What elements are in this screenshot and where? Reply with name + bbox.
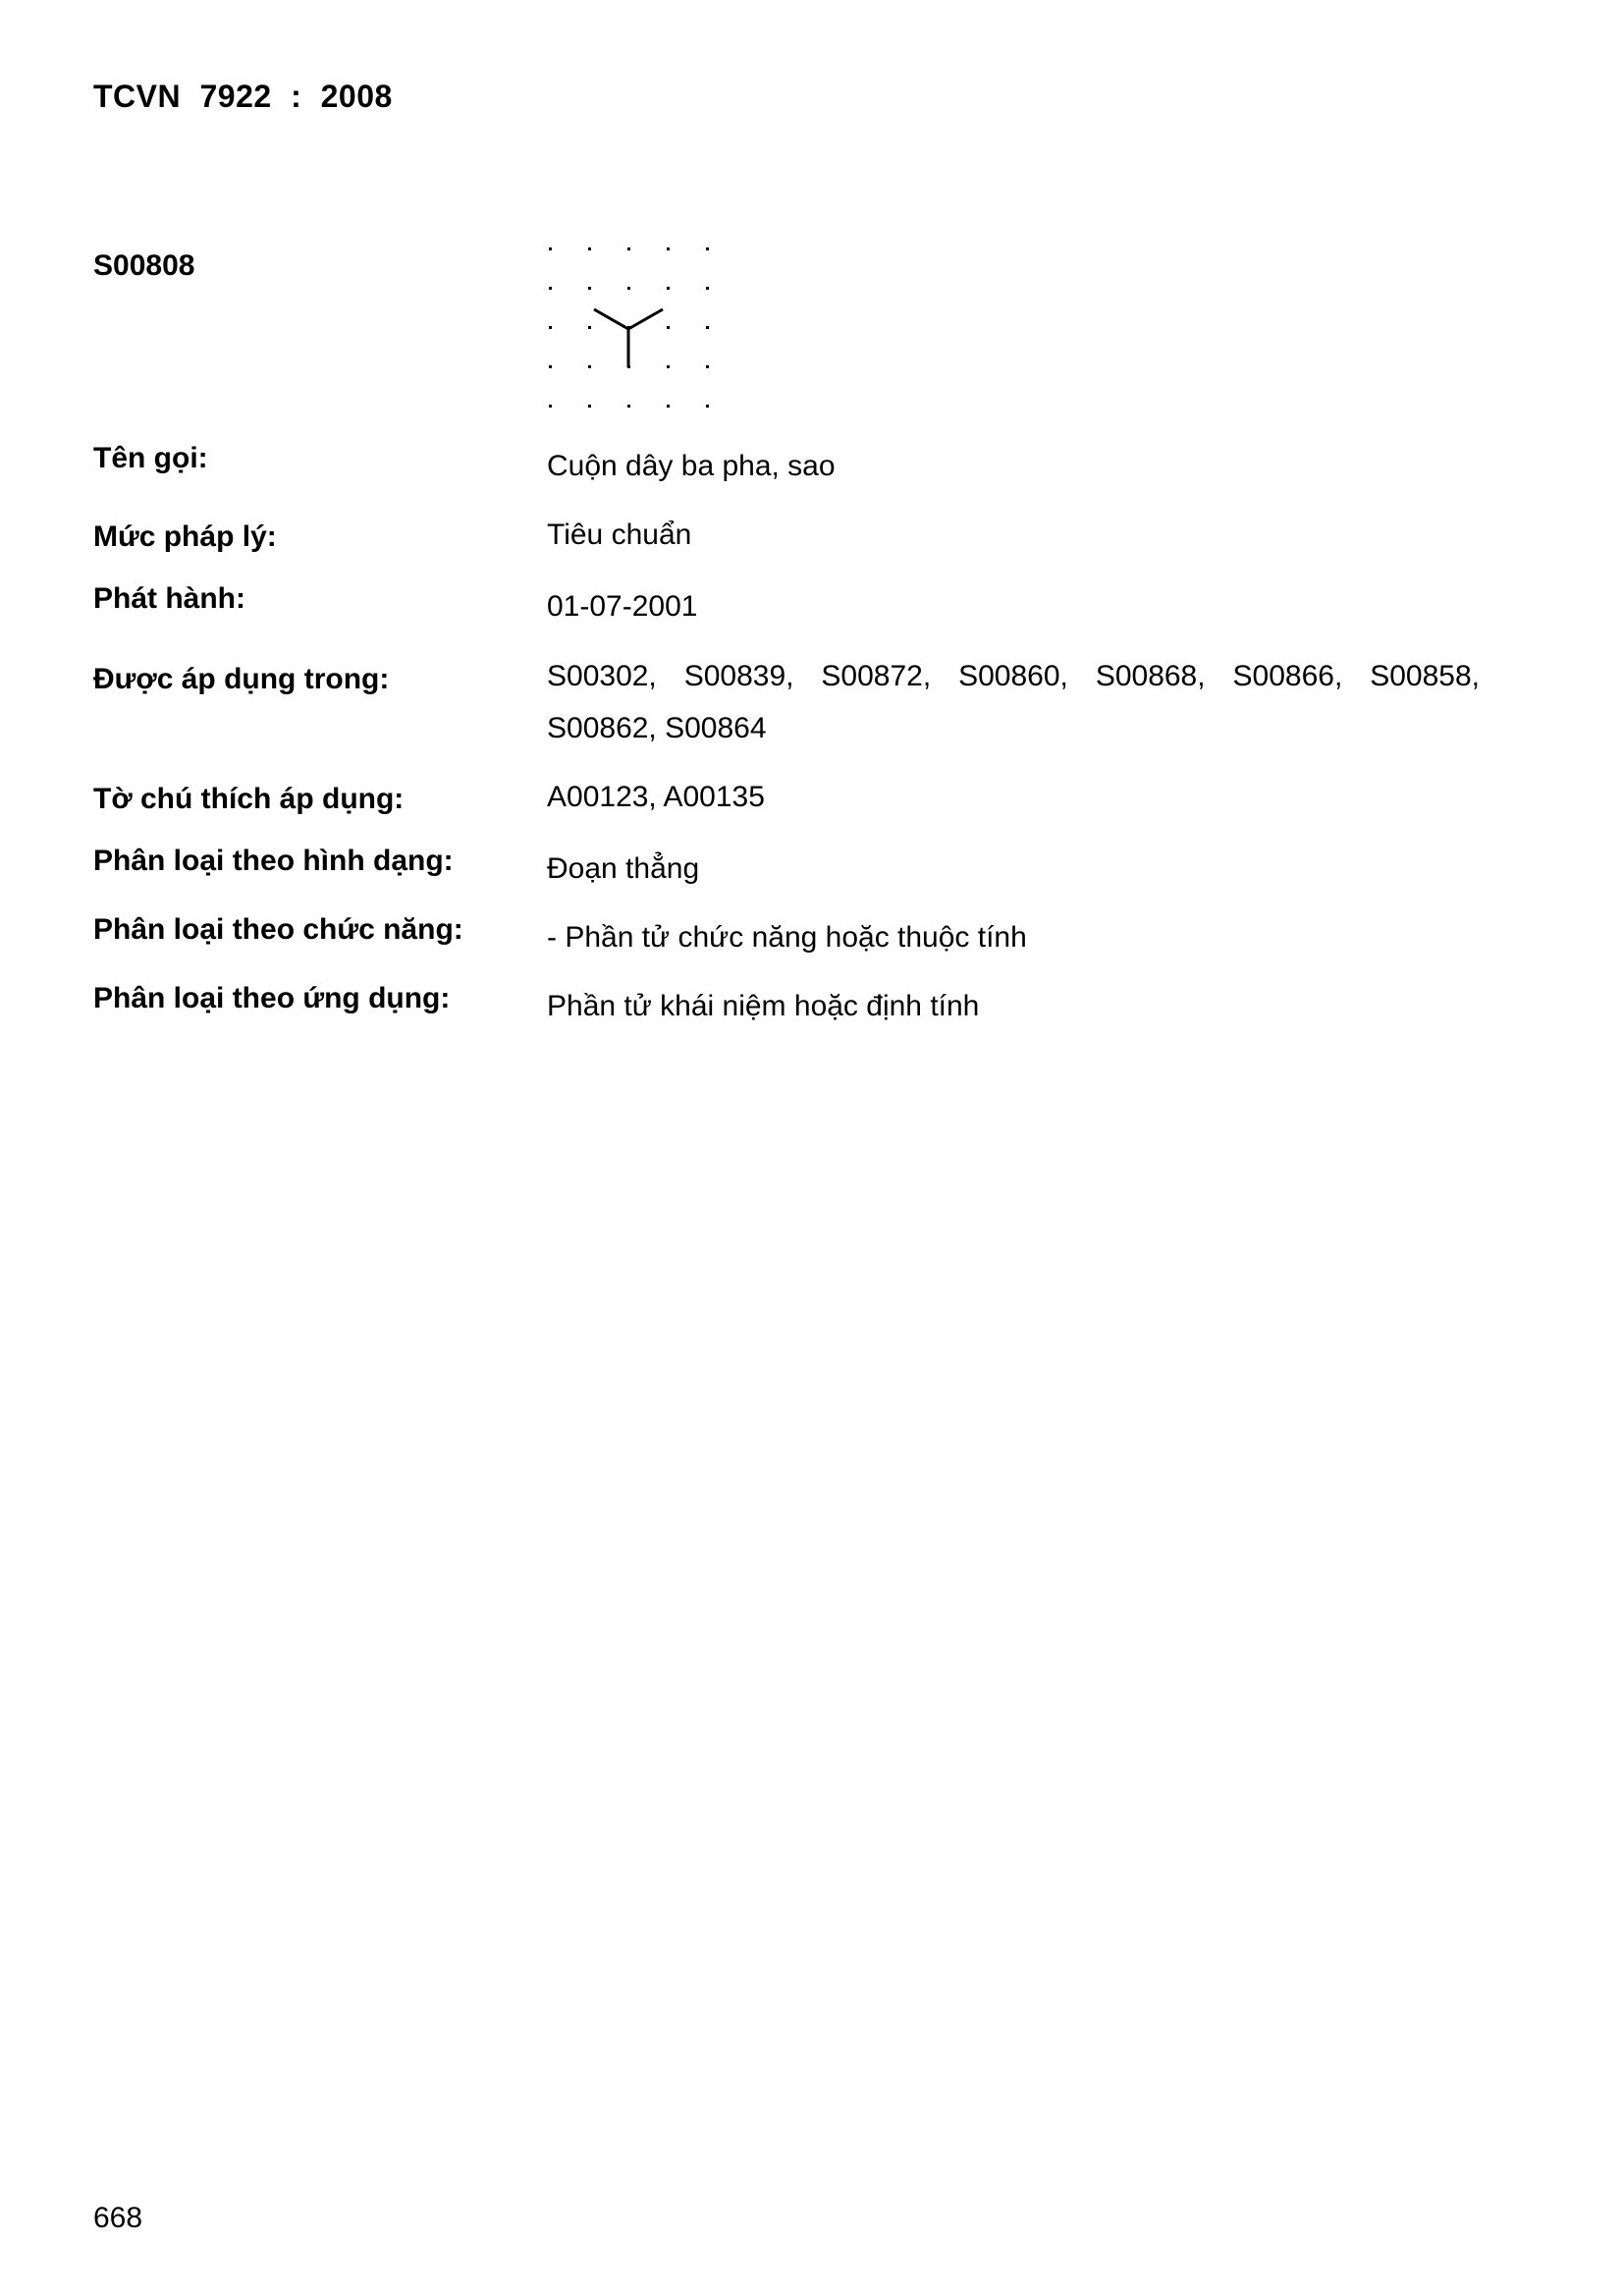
applied-in-line-2: S00862, S00864 <box>547 712 767 744</box>
issued-label: Phát hành: <box>93 582 245 615</box>
star-connection-lines <box>594 309 663 367</box>
function-class-label: Phân loại theo chức năng: <box>93 913 463 946</box>
legal-level-label: Mức pháp lý: <box>93 520 277 553</box>
name-label: Tên gọi: <box>93 442 208 474</box>
applied-in-item: S00860, <box>958 660 1068 692</box>
application-class-label: Phân loại theo ứng dụng: <box>93 982 451 1014</box>
applied-in-item: S00868, <box>1095 660 1206 692</box>
applied-in-line-1 <box>547 660 1480 693</box>
applied-in-label: Được áp dụng trong: <box>93 663 390 695</box>
shape-class-value: Đoạn thẳng <box>547 852 700 885</box>
name-value: Cuộn dây ba pha, sao <box>547 450 836 482</box>
annotation-sheets-value: A00123, A00135 <box>547 781 765 813</box>
symbol-code: S00808 <box>93 249 195 282</box>
applied-in-item: S00872, <box>821 660 932 692</box>
three-phase-star-symbol <box>538 234 725 420</box>
applied-in-item: S00858, <box>1370 660 1480 692</box>
document-header: TCVN 7922 : 2008 <box>93 79 393 114</box>
shape-class-label: Phân loại theo hình dạng: <box>93 845 454 877</box>
applied-in-item: S00302, <box>547 660 657 692</box>
application-class-value: Phần tử khái niệm hoặc định tính <box>547 990 980 1022</box>
legal-level-value: Tiêu chuẩn <box>547 519 692 551</box>
applied-in-item: S00866, <box>1232 660 1343 692</box>
page-number: 668 <box>93 2202 143 2234</box>
function-class-value: - Phần tử chức năng hoặc thuộc tính <box>547 921 1027 954</box>
annotation-sheets-label: Tờ chú thích áp dụng: <box>93 783 405 815</box>
issued-value: 01-07-2001 <box>547 590 698 623</box>
applied-in-item: S00839, <box>683 660 794 692</box>
